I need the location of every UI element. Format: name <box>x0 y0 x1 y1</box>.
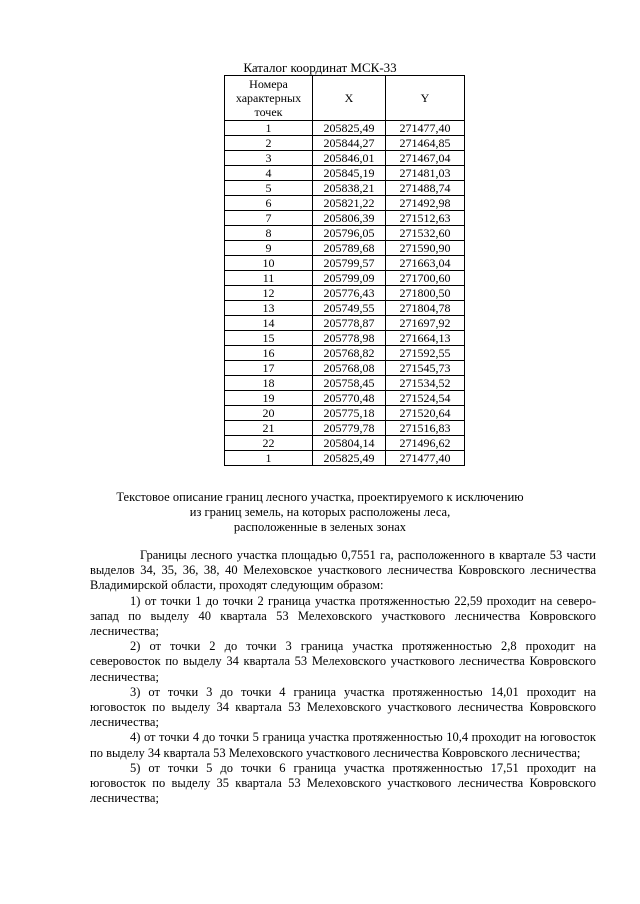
cell-x: 205749,55 <box>313 301 386 316</box>
cell-y: 271477,40 <box>386 451 465 466</box>
cell-point-number: 15 <box>225 331 313 346</box>
cell-y: 271534,52 <box>386 376 465 391</box>
table-row <box>225 256 465 271</box>
table-row <box>225 451 465 466</box>
cell-x: 205778,98 <box>313 331 386 346</box>
section-title-line: из границ земель, на которых расположены леса, <box>189 505 451 519</box>
cell-point-number: 21 <box>225 421 313 436</box>
table-row <box>225 121 465 136</box>
cell-point-number: 10 <box>225 256 313 271</box>
boundary-item: 5) от точки 5 до точки 6 граница участка протяженностью 17,51 проходит на юговосток по выделу 35 квартала 53 Мелеховского участкового лесничества Ковровского лесничества; <box>90 760 596 806</box>
cell-y: 271524,54 <box>386 391 465 406</box>
cell-y: 271464,85 <box>386 136 465 151</box>
table-header-row <box>225 76 465 121</box>
cell-x: 205779,78 <box>313 421 386 436</box>
cell-y: 271512,63 <box>386 211 465 226</box>
cell-y: 271488,74 <box>386 181 465 196</box>
table-row <box>225 361 465 376</box>
cell-y: 271592,55 <box>386 346 465 361</box>
cell-point-number: 16 <box>225 346 313 361</box>
intro-paragraph: Границы лесного участка площадью 0,7551 га, расположенного в квартале 53 части выделов 34, 35, 36, 38, 40 Мелеховское участкового лесничества Ковровского лесничества Владимирской области, проходят следующим образом: <box>90 548 596 593</box>
table-row <box>225 151 465 166</box>
cell-x: 205825,49 <box>313 451 386 466</box>
cell-x: 205804,14 <box>313 436 386 451</box>
table-row <box>225 271 465 286</box>
table-row <box>225 331 465 346</box>
cell-x: 205838,21 <box>313 181 386 196</box>
cell-x: 205776,43 <box>313 286 386 301</box>
table-row <box>225 376 465 391</box>
cell-y: 271663,04 <box>386 256 465 271</box>
cell-y: 271467,04 <box>386 151 465 166</box>
cell-y: 271492,98 <box>386 196 465 211</box>
cell-point-number: 17 <box>225 361 313 376</box>
cell-y: 271545,73 <box>386 361 465 376</box>
table-row <box>225 421 465 436</box>
table-row <box>225 241 465 256</box>
table-row <box>225 136 465 151</box>
cell-y: 271496,62 <box>386 436 465 451</box>
table-row <box>225 196 465 211</box>
cell-point-number: 19 <box>225 391 313 406</box>
cell-x: 205770,48 <box>313 391 386 406</box>
cell-point-number: 20 <box>225 406 313 421</box>
table-row <box>225 346 465 361</box>
cell-point-number: 14 <box>225 316 313 331</box>
cell-y: 271520,64 <box>386 406 465 421</box>
boundary-item: 1) от точки 1 до точки 2 граница участка протяженностью 22,59 проходит на северо-запад по выделу 40 квартала 53 Мелеховского участкового лесничества Ковровского лесничества; <box>90 593 596 639</box>
cell-point-number: 9 <box>225 241 313 256</box>
cell-x: 205825,49 <box>313 121 386 136</box>
boundary-item: 4) от точки 4 до точки 5 граница участка протяженностью 10,4 проходит на юговосток по выделу 34 квартала 53 Мелеховского участкового лесничества Ковровского лесничества; <box>90 730 596 760</box>
cell-x: 205789,68 <box>313 241 386 256</box>
cell-point-number: 1 <box>225 451 313 466</box>
cell-x: 205799,57 <box>313 256 386 271</box>
table-row <box>225 391 465 406</box>
cell-point-number: 11 <box>225 271 313 286</box>
cell-point-number: 1 <box>225 121 313 136</box>
table-row <box>225 316 465 331</box>
cell-x: 205775,18 <box>313 406 386 421</box>
cell-x: 205768,82 <box>313 346 386 361</box>
boundary-item: 3) от точки 3 до точки 4 граница участка протяженностью 14,01 проходит на юговосток по выделу 34 квартала 53 Мелеховского участкового лесничества Ковровского лесничества; <box>90 684 596 730</box>
cell-x: 205768,08 <box>313 361 386 376</box>
cell-point-number: 7 <box>225 211 313 226</box>
table-row <box>225 181 465 196</box>
cell-y: 271700,60 <box>386 271 465 286</box>
cell-point-number: 22 <box>225 436 313 451</box>
table-row <box>225 211 465 226</box>
cell-y: 271481,03 <box>386 166 465 181</box>
cell-point-number: 2 <box>225 136 313 151</box>
table-row <box>225 286 465 301</box>
cell-point-number: 5 <box>225 181 313 196</box>
header-x: X <box>313 76 386 121</box>
cell-y: 271516,83 <box>386 421 465 436</box>
cell-point-number: 8 <box>225 226 313 241</box>
table-row <box>225 436 465 451</box>
cell-point-number: 12 <box>225 286 313 301</box>
cell-y: 271697,92 <box>386 316 465 331</box>
cell-point-number: 3 <box>225 151 313 166</box>
table-row <box>225 166 465 181</box>
header-y: Y <box>386 76 465 121</box>
cell-point-number: 18 <box>225 376 313 391</box>
section-title <box>80 490 560 535</box>
coordinates-table <box>224 75 465 466</box>
table-body <box>225 121 465 466</box>
table-row <box>225 406 465 421</box>
table-row <box>225 301 465 316</box>
cell-x: 205844,27 <box>313 136 386 151</box>
table-caption: Каталог координат МСК-33 <box>243 60 397 75</box>
boundary-item: 2) от точки 2 до точки 3 граница участка протяженностью 2,8 проходит на северовосток по выделу 34 квартала 53 Мелеховского участкового лесничества Ковровского лесничества; <box>90 639 596 684</box>
cell-x: 205796,05 <box>313 226 386 241</box>
cell-y: 271532,60 <box>386 226 465 241</box>
table-row <box>225 226 465 241</box>
header-point-number: Номера характерных точек <box>225 76 313 121</box>
cell-y: 271804,78 <box>386 301 465 316</box>
cell-point-number: 6 <box>225 196 313 211</box>
cell-y: 271664,13 <box>386 331 465 346</box>
cell-x: 205846,01 <box>313 151 386 166</box>
cell-point-number: 4 <box>225 166 313 181</box>
cell-y: 271477,40 <box>386 121 465 136</box>
cell-x: 205845,19 <box>313 166 386 181</box>
section-title-line: расположенные в зеленых зонах <box>233 520 407 534</box>
cell-x: 205821,22 <box>313 196 386 211</box>
cell-x: 205758,45 <box>313 376 386 391</box>
cell-y: 271800,50 <box>386 286 465 301</box>
boundary-description <box>90 548 596 806</box>
cell-x: 205778,87 <box>313 316 386 331</box>
cell-y: 271590,90 <box>386 241 465 256</box>
cell-point-number: 13 <box>225 301 313 316</box>
section-title-line: Текстовое описание границ лесного участка, проектируемого к исключению <box>116 490 524 504</box>
cell-x: 205806,39 <box>313 211 386 226</box>
cell-x: 205799,09 <box>313 271 386 286</box>
